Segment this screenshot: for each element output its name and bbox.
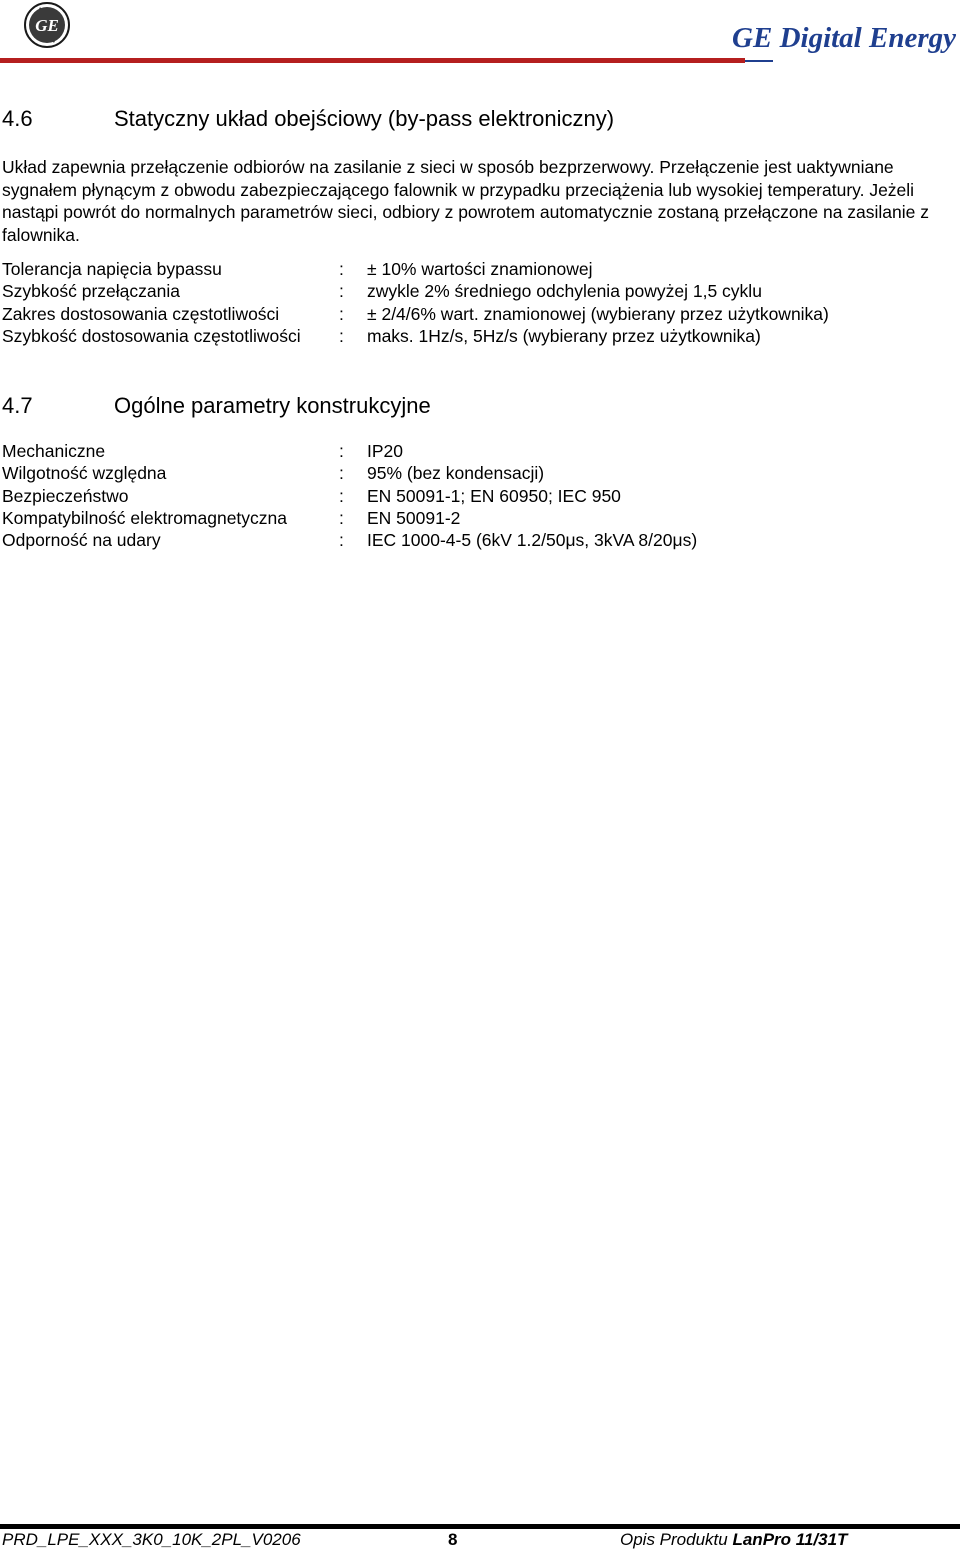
spec-row (2, 325, 829, 347)
spec-colon: : (339, 485, 344, 506)
spec-value: IP20 (367, 441, 403, 461)
spec-colon: : (339, 530, 344, 551)
spec-row (2, 485, 697, 507)
spec-label: Tolerancja napięcia bypassu (2, 259, 222, 279)
spec-label: Mechaniczne (2, 441, 106, 461)
spec-row (2, 462, 697, 484)
spec-label: Szybkość dostosowania częstotliwości (2, 325, 301, 346)
spec-value: ± 10% wartości znamionowej (367, 259, 593, 279)
page-header (0, 0, 960, 70)
logo-monogram: GE (35, 16, 59, 35)
section-number: 4.7 (2, 393, 33, 418)
document-id: PRD_LPE_XXX_3K0_10K_2PL_V0206 (2, 1530, 301, 1549)
section-heading-4-7 (2, 393, 431, 419)
spec-row (2, 280, 829, 302)
spec-colon: : (339, 303, 344, 324)
spec-colon: : (339, 463, 344, 484)
footer-rule (0, 1524, 960, 1529)
spec-label: Kompatybilność elektromagnetyczna (2, 507, 288, 528)
spec-label: Odporność na udary (2, 530, 161, 551)
product-label (620, 1530, 847, 1550)
spec-label: Szybkość przełączania (2, 281, 180, 302)
section-number: 4.6 (2, 106, 33, 131)
header-rule-accent (745, 60, 773, 62)
spec-label: Bezpieczeństwo (2, 485, 129, 506)
section-title: Ogólne parametry konstrukcyjne (114, 393, 431, 418)
spec-colon: : (339, 259, 344, 279)
spec-value: ± 2/4/6% wart. znamionowej (wybierany przez użytkownika) (367, 303, 829, 324)
spec-label: Wilgotność względna (2, 463, 167, 484)
spec-colon: : (339, 281, 344, 302)
brand-name: GE Digital Energy (732, 22, 956, 54)
page-number: 8 (448, 1530, 458, 1549)
section-title: Statyczny układ obejściowy (by-pass elektroniczny) (114, 106, 615, 131)
spec-value: maks. 1Hz/s, 5Hz/s (wybierany przez użytkownika) (367, 325, 761, 346)
spec-value: EN 50091-2 (367, 507, 461, 528)
bypass-spec-table (2, 258, 829, 347)
spec-row (2, 440, 697, 462)
ge-logo-icon (24, 2, 70, 48)
spec-row (2, 507, 697, 529)
construction-spec-table (2, 440, 697, 551)
product-prefix: Opis Produktu (620, 1530, 728, 1549)
spec-value: EN 50091-1; EN 60950; IEC 950 (367, 485, 621, 506)
spec-colon: : (339, 507, 344, 528)
spec-colon: : (339, 441, 344, 461)
spec-colon: : (339, 325, 344, 346)
spec-value: IEC 1000-4-5 (6kV 1.2/50μs, 3kVA 8/20μs) (367, 530, 698, 551)
spec-row (2, 303, 829, 325)
section-heading-4-6 (2, 106, 614, 132)
spec-row (2, 258, 829, 280)
section-paragraph: Układ zapewnia przełączenie odbiorów na zasilanie z sieci w sposób bezprzerwowy. Przełączenie jest uaktywniane sygnałem płynącym z obwodu zabezpieczającego falownik w przypadku przeciążenia lub wysokiej temperatury. Jeżeli nastąpi powrót do normalnych parametrów sieci, odbiory z powrotem automatycznie zostaną przełączone na zasilanie z falownika. (2, 157, 929, 245)
spec-label: Zakres dostosowania częstotliwości (2, 303, 280, 324)
spec-value: zwykle 2% średniego odchylenia powyżej 1,5 cyklu (367, 281, 762, 302)
product-name: LanPro 11/31T (732, 1530, 848, 1549)
header-rule (0, 58, 745, 63)
spec-row (2, 529, 697, 551)
page-footer (2, 1530, 960, 1550)
spec-value: 95% (bez kondensacji) (367, 463, 545, 484)
